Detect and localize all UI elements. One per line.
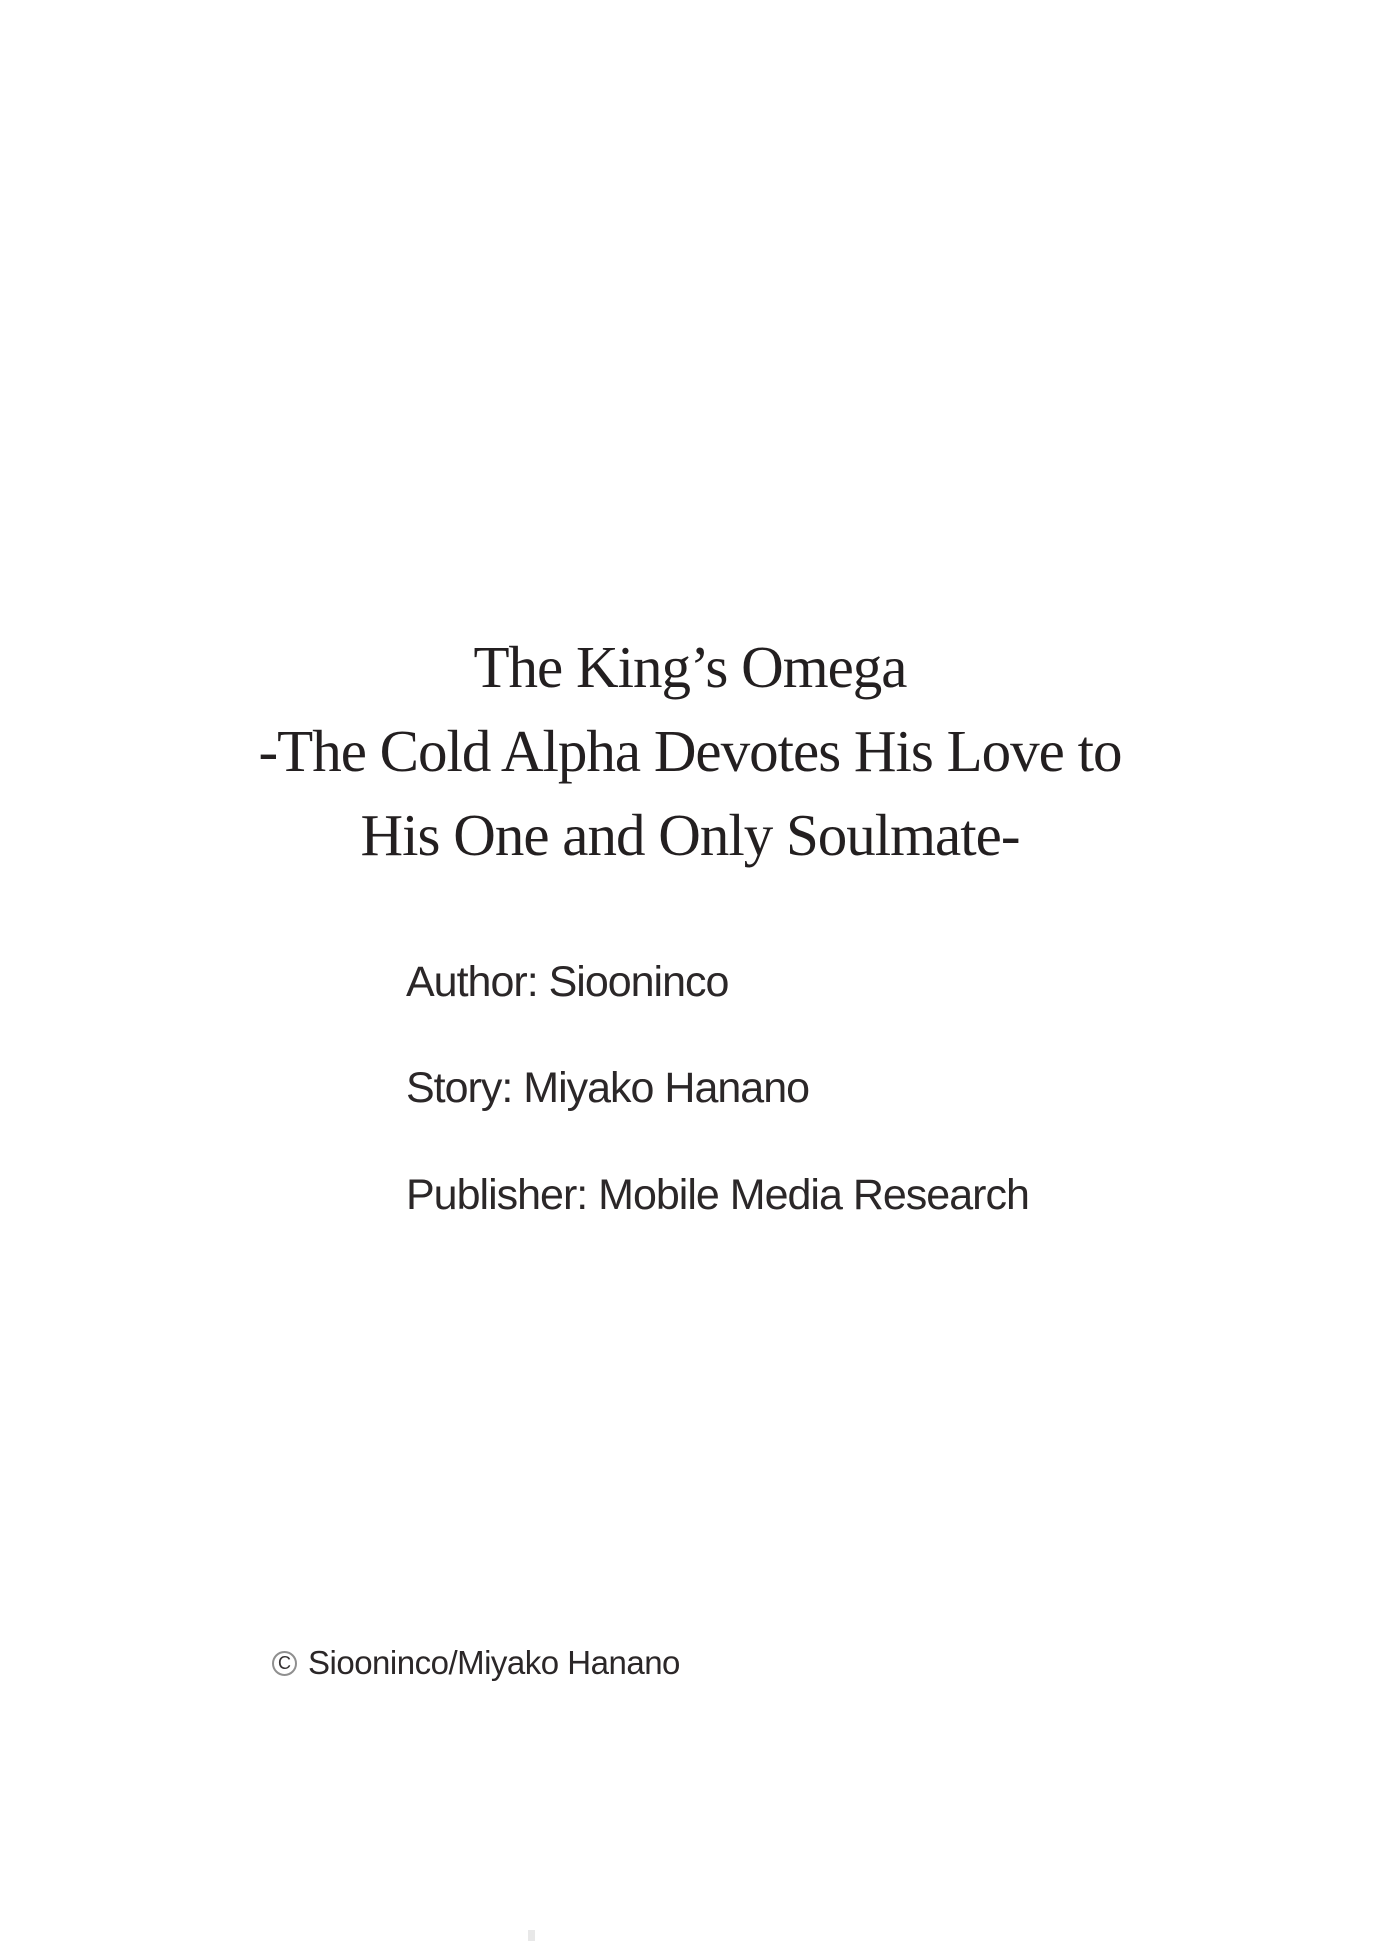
copyright-notice (272, 1643, 680, 1683)
story-credit: Story: Miyako Hanano (406, 1064, 810, 1112)
publisher-credit: Publisher: Mobile Media Research (406, 1171, 1029, 1219)
author-credit: Author: Siooninco (406, 958, 729, 1006)
book-title (0, 625, 1380, 877)
book-title-line3: His One and Only Soulmate- (360, 802, 1020, 868)
book-title-line1: The King’s Omega (473, 634, 907, 700)
page-edge-mark (528, 1930, 535, 1941)
book-title-line2: -The Cold Alpha Devotes His Love to (258, 718, 1122, 784)
copyright-text: Siooninco/Miyako Hanano (308, 1644, 680, 1681)
copyright-icon: C (272, 1651, 297, 1676)
